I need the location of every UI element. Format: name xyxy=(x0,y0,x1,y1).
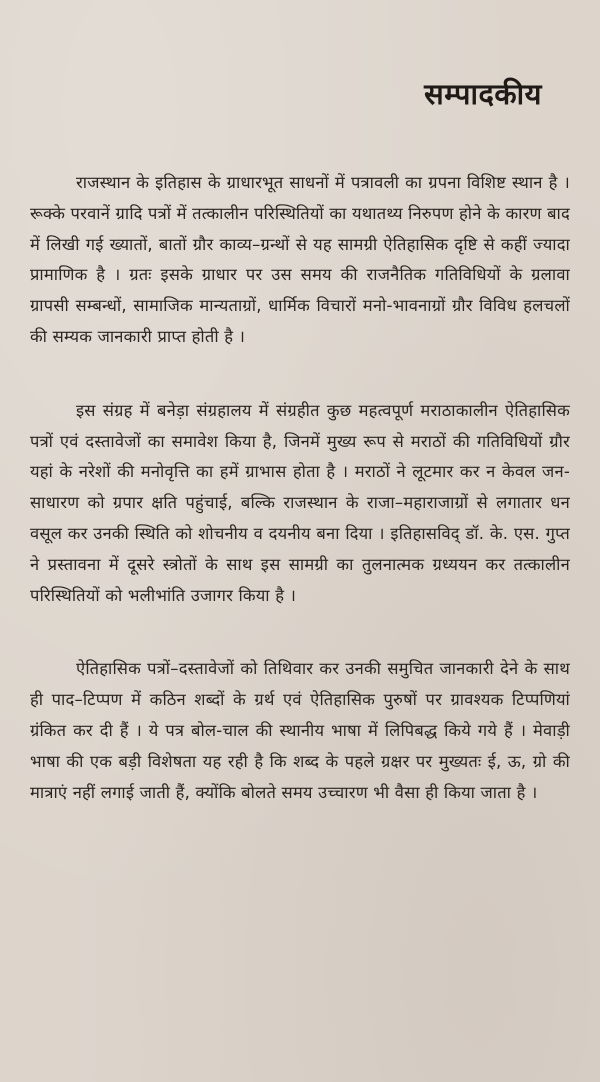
paragraph-3: ऐतिहासिक पत्रों–दस्तावेजों को तिथिवार कर उनकी समुचित जानकारी देने के साथ ही पाद–टिप्पण में कठिन शब्दों के ग्रर्थ एवं ऐतिहासिक पुरुषों पर ग्रावश्यक टिप्पणियां ग्रंकित कर दी हैं । ये पत्र बोल-चाल की स्थानीय भाषा में लिपिबद्ध किये गये हैं । मेवाड़ी भाषा की एक बड़ी विशेषता यह रही है कि शब्द के पहले ग्रक्षर पर मुख्यतः ई, ऊ, ग्रो की मात्राएं नहीं लगाई जाती हैं, क्योंकि बोलते समय उच्चारण भी वैसा ही किया जाता है । xyxy=(30,659,570,802)
document-body xyxy=(30,168,570,851)
page-title: सम्पादकीय xyxy=(424,77,542,111)
paragraph-2: इस संग्रह में बनेड़ा संग्रहालय में संग्रहीत कुछ महत्वपूर्ण मराठाकालीन ऐतिहासिक पत्रों एवं दस्तावेजों का समावेश किया है, जिनमें मुख्य रूप से मराठों की गतिविधियों ग्रौर यहां के नरेशों की मनोवृत्ति का हमें ग्राभास होता है । मराठों ने लूटमार कर न केवल जन-साधारण को ग्रपार क्षति पहुंचाई, बल्कि राजस्थान के राजा–महाराजाग्रों से लगातार धन वसूल कर उनकी स्थिति को शोचनीय व दयनीय बना दिया । इतिहासविद् डॉ. के. एस. गुप्त ने प्रस्तावना में दूसरे स्त्रोतों के साथ इस सामग्री का तुलनात्मक ग्रध्ययन कर तत्कालीन परिस्थितियों को भलीभांति उजागर किया है । xyxy=(30,400,570,605)
paragraph-1: राजस्थान के इतिहास के ग्राधारभूत साधनों में पत्रावली का ग्रपना विशिष्ट स्थान है । रूक्के परवानें ग्रादि पत्रों में तत्कालीन परिस्थितियों का यथातथ्य निरुपण होने के कारण बाद में लिखी गई ख्यातों, बातों ग्रौर काव्य–ग्रन्थों से यह सामग्री ऐतिहासिक दृष्टि से कहीं ज्यादा प्रामाणिक है । ग्रतः इसके ग्राधार पर उस समय की राजनैतिक गतिविधियों के ग्रलावा ग्रापसी सम्बन्धों, सामाजिक मान्यताग्रों, धार्मिक विचारों मनो-भावनाग्रों ग्रौर विविध हलचलों की सम्यक जानकारी प्राप्त होती है । xyxy=(30,173,570,346)
